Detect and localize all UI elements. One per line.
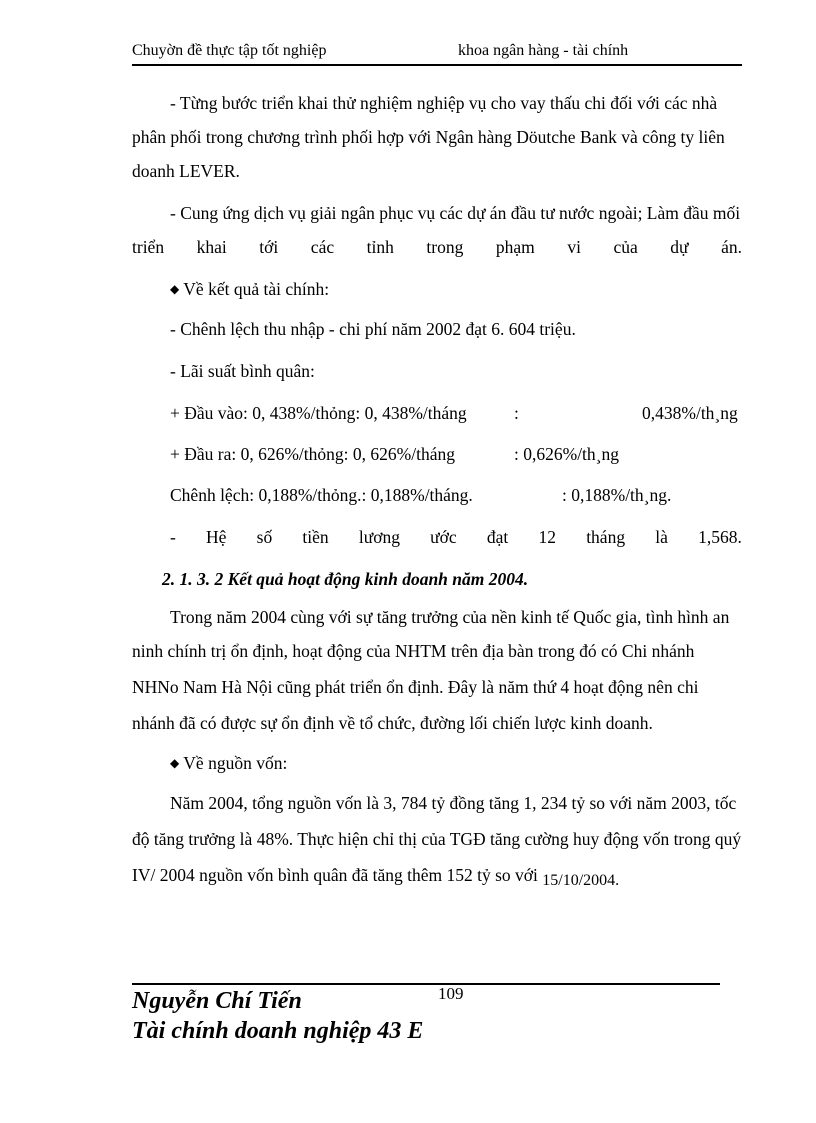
section-heading: 2. 1. 3. 2 Kết quả hoạt động kinh doanh năm 2004. [162, 569, 529, 589]
p3-line-3: NHNo Nam Hà Nội cũng phát triển ổn định. Đây là năm thứ 4 hoạt động nên chi [132, 677, 699, 697]
spread-rate-label: Chênh lệch: 0,188%/thỏng.: 0,188%/tháng. [170, 485, 473, 505]
salary-word: tháng [586, 527, 626, 547]
salary-word: lương [358, 527, 400, 547]
p2-line-1: - Cung ứng dịch vụ giải ngân phục vụ các dự án đầu tư nước ngoài; Làm đầu mối [170, 203, 741, 223]
p1-line-3: doanh LEVER. [132, 161, 240, 181]
salary-word: 1,568. [698, 527, 742, 547]
p2-word: dự [670, 237, 689, 257]
input-rate-colon: : [514, 403, 519, 423]
diamond-bullet-icon: ◆ [170, 756, 180, 770]
salary-word: Hệ [206, 527, 227, 547]
p2-word: án. [721, 237, 742, 257]
spread-rate-value: : 0,188%/th¸ng. [562, 485, 672, 505]
finance-heading [170, 278, 329, 300]
p2-word: trong [426, 237, 464, 257]
salary-word: là [655, 527, 668, 547]
input-rate-label: + Đầu vào: 0, 438%/thỏng: 0, 438%/tháng [170, 403, 467, 423]
salary-line [170, 526, 742, 548]
p4-line-1: Năm 2004, tổng nguồn vốn là 3, 784 tỷ đồng tăng 1, 234 tỷ so với năm 2003, tốc [170, 793, 737, 813]
p2-line-2 [132, 236, 742, 258]
p2-word: tới [259, 237, 279, 257]
page-header [132, 40, 742, 66]
p2-word: tỉnh [366, 237, 394, 257]
p4-line-3-text: IV/ 2004 nguồn vốn bình quân đã tăng thêm 152 tỷ so với [132, 865, 538, 885]
capital-heading-text: Về nguồn vốn: [183, 753, 288, 773]
p2-word: phạm [495, 237, 535, 257]
p2-word: triển [132, 237, 165, 257]
p3-line-4: nhánh đã có được sự ổn định về tổ chức, đường lối chiến lược kinh doanh. [132, 713, 653, 733]
output-rate-label: + Đầu ra: 0, 626%/thỏng: 0, 626%/tháng [170, 444, 455, 464]
salary-word: tiền [302, 527, 329, 547]
footer-rule [132, 983, 720, 985]
p1-line-1: - Từng bước triển khai thử nghiệm nghiệp vụ cho vay thấu chi đối với các nhà [170, 93, 718, 113]
diamond-bullet-icon: ◆ [170, 282, 180, 296]
avg-rate-line: - Lãi suất bình quân: [170, 361, 315, 381]
footer-class: Tài chính doanh nghiệp 43 E [132, 1018, 424, 1044]
p2-word: khai [196, 237, 227, 257]
p4-line-3 [132, 864, 619, 888]
salary-word: 12 [538, 527, 556, 547]
header-left-title: Chuyờn đề thực tập tốt nghiệp [132, 42, 327, 59]
salary-word: đạt [486, 527, 509, 547]
p2-word: các [310, 237, 335, 257]
p4-line-2: độ tăng trưởng là 48%. Thực hiện chỉ thị của TGĐ tăng cường huy động vốn trong quý [132, 829, 742, 849]
p3-line-2: ninh chính trị ổn định, hoạt động của NHTM trên địa bàn trong đó có Chi nhánh [132, 641, 695, 661]
page-number: 109 [438, 984, 464, 1003]
output-rate-value: : 0,626%/th¸ng [514, 444, 619, 464]
salary-word: ước [430, 527, 457, 547]
footer-author: Nguyễn Chí Tiến [132, 988, 302, 1014]
input-rate-value: 0,438%/th¸ng [642, 403, 738, 423]
capital-heading [170, 752, 287, 774]
p2-word: vi [567, 237, 581, 257]
header-right-title: khoa ngân hàng - tài chính [458, 42, 629, 59]
p3-line-1: Trong năm 2004 cùng với sự tăng trưởng của nền kinh tế Quốc gia, tình hình an [170, 607, 730, 627]
p4-date: 15/10/2004. [542, 872, 620, 889]
p1-line-2: phân phối trong chương trình phối hợp với Ngân hàng Döutche Bank và công ty liên [132, 127, 725, 147]
income-diff-line: - Chênh lệch thu nhập - chi phí năm 2002 đạt 6. 604 triệu. [170, 319, 576, 339]
salary-word: - [170, 527, 176, 547]
p2-word: của [613, 237, 638, 257]
finance-heading-text: Về kết quả tài chính: [183, 279, 330, 299]
salary-word: số [256, 527, 273, 547]
